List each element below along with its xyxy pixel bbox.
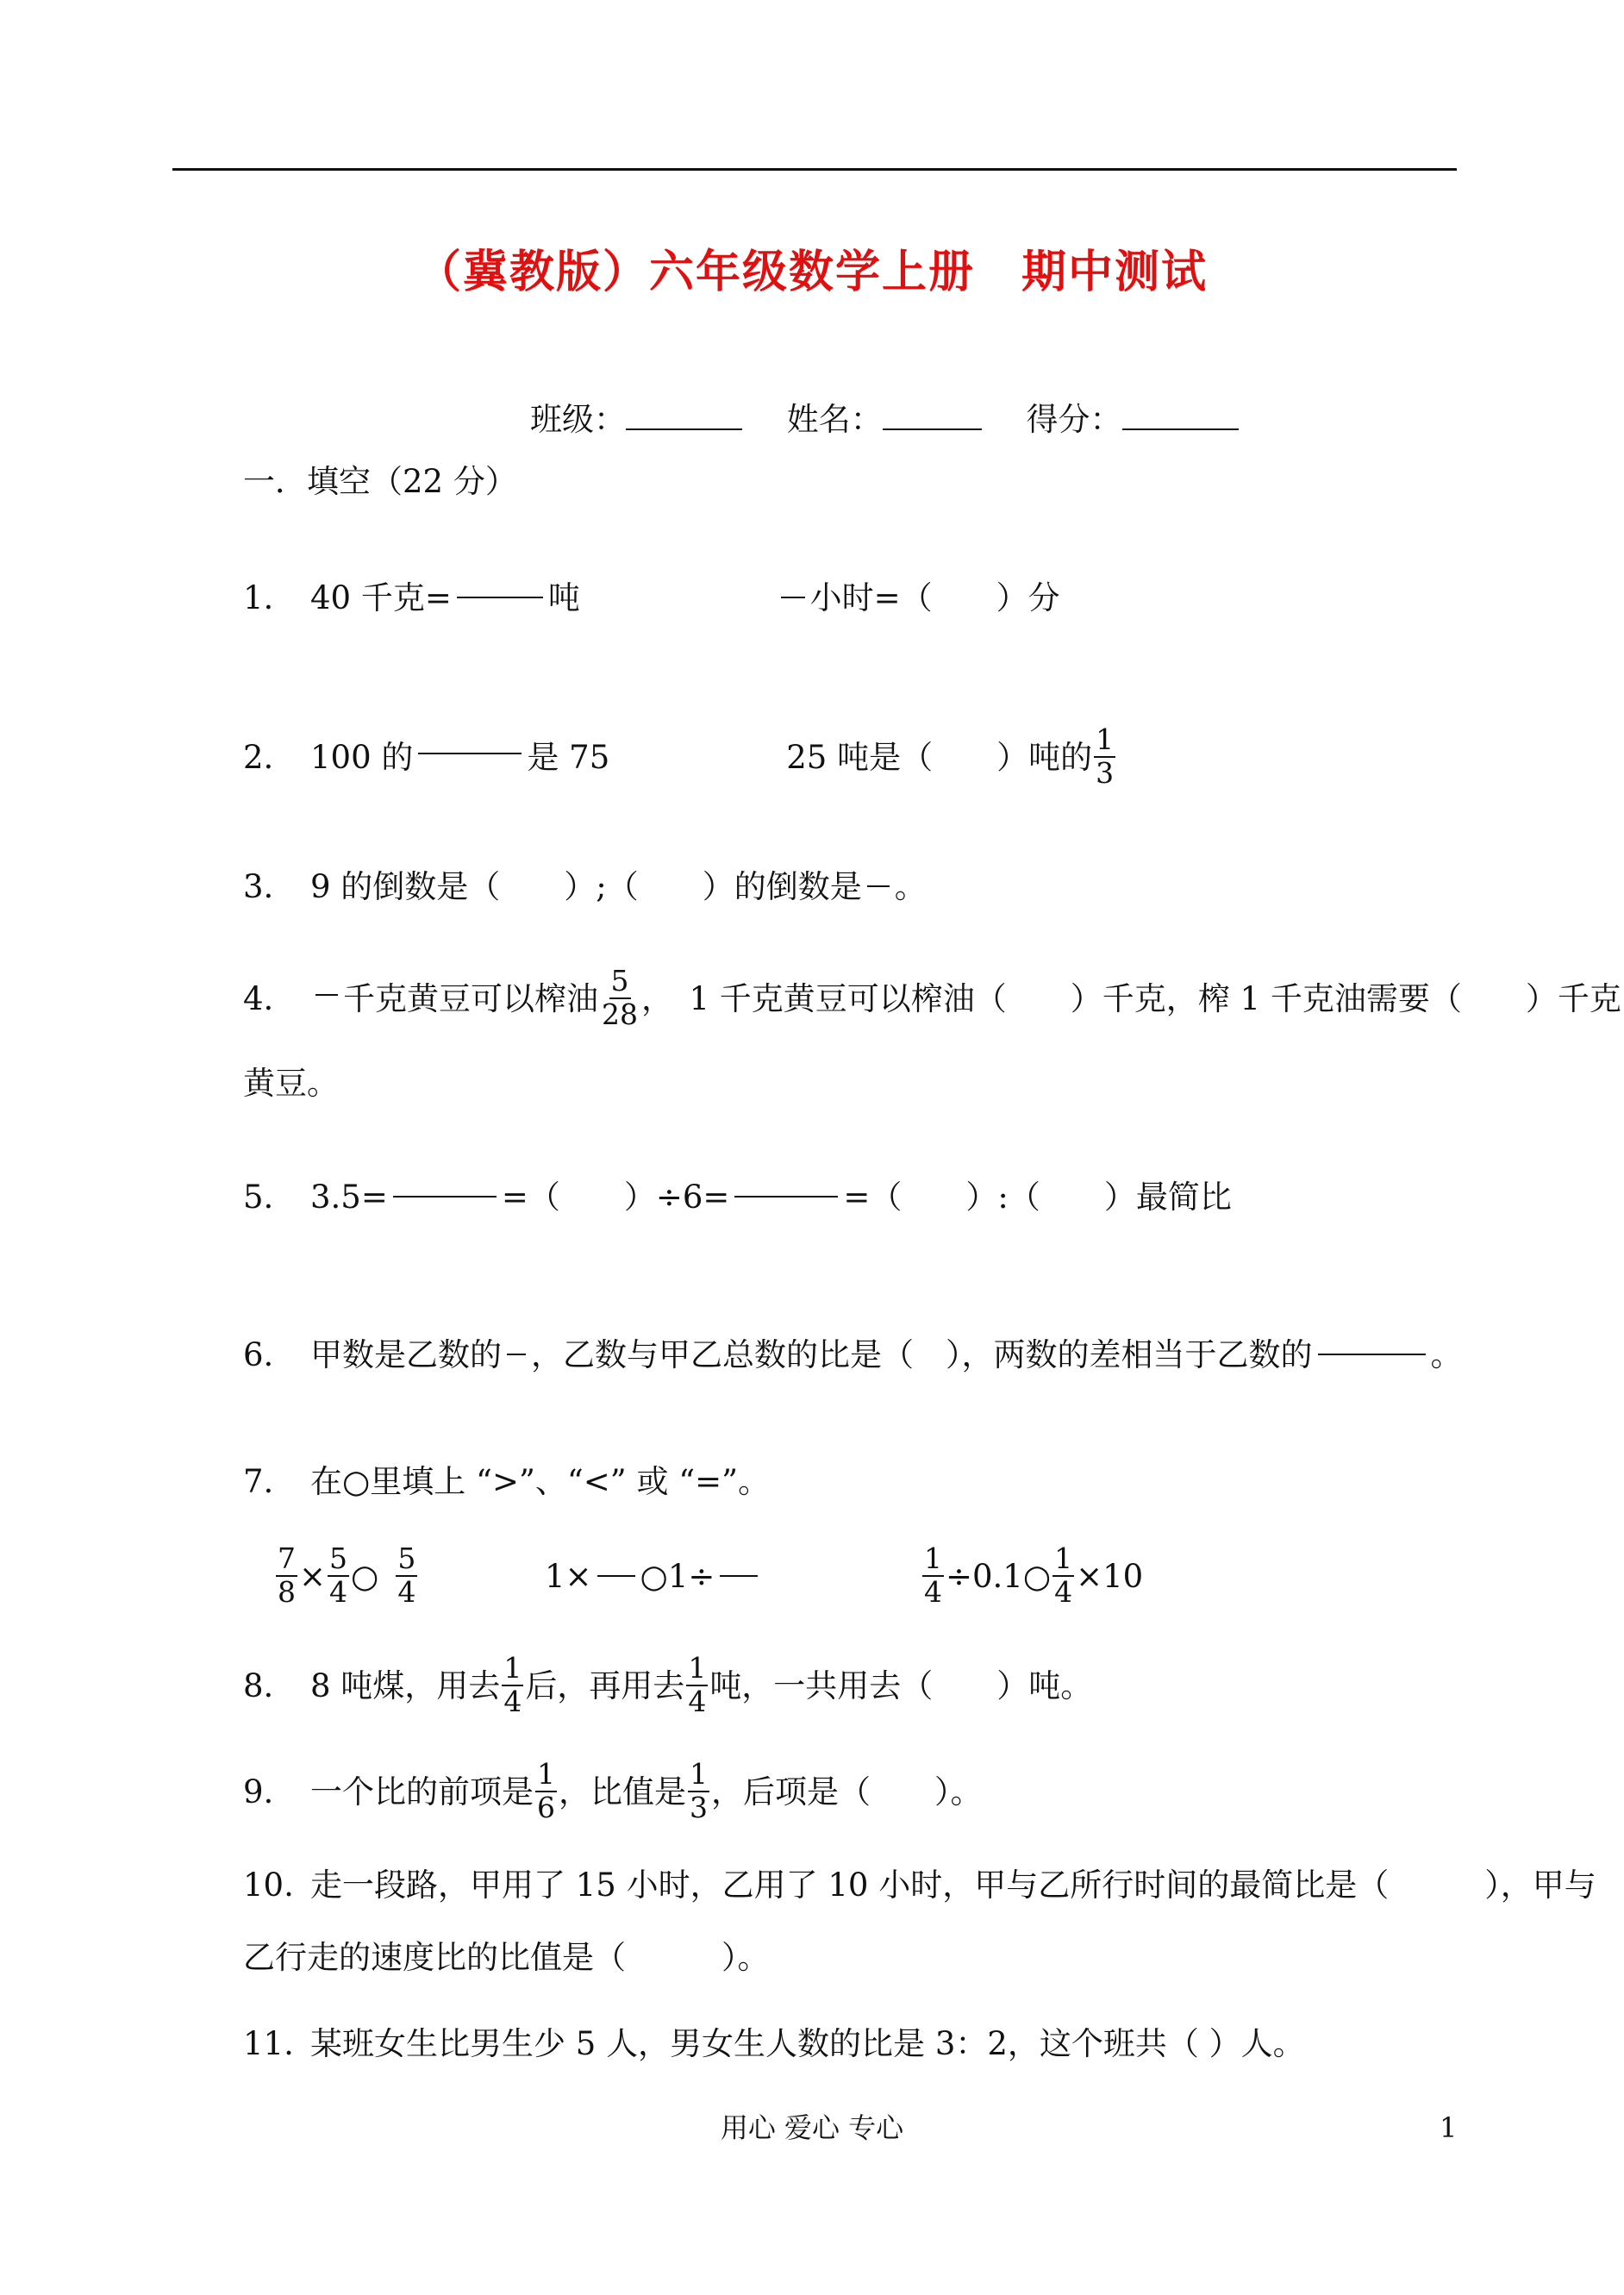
answer-blank[interactable] (418, 753, 522, 754)
score-label: 得分： (1026, 401, 1122, 438)
page-number: 1 (1440, 2111, 1458, 2144)
compare-circle[interactable]: ÷0.1○ (946, 1557, 1052, 1595)
header-rule (172, 168, 1457, 171)
fraction-dash (867, 885, 890, 887)
name-blank[interactable] (883, 397, 982, 430)
question-2: 2. 100 的 是 75 25 吨是（ ）吨的 $\frac{1}{3}$ (243, 722, 1115, 790)
answer-blank[interactable] (393, 1196, 497, 1198)
score-blank[interactable] (1122, 397, 1239, 430)
fraction: $\frac{5}{28}$ (602, 964, 638, 1031)
fraction-dash (597, 1575, 635, 1577)
class-blank[interactable] (626, 397, 742, 430)
section-heading: 一．填空（22 分） (243, 463, 517, 500)
fraction: $\frac{1}{4}$ (1054, 1541, 1073, 1609)
question-4: 4. 千克黄豆可以榨油 $\frac{5}{28}$ ， 1 千克黄豆可以榨油（ ）千克，榨 1 千克油需要（ ）千克 (243, 964, 1621, 1031)
fraction-dash (720, 1575, 758, 1577)
header-fields (530, 397, 1239, 438)
fraction: $\frac{7}{8}$ (278, 1541, 296, 1609)
question-3: 3. 9 的倒数是（ ）;（ ）的倒数是 。 (243, 868, 927, 905)
question-10: 10. 走一段路，甲用了 15 小时，乙用了 10 小时，甲与乙所行时间的最简比是（ ），甲与 (243, 1867, 1596, 1904)
compare-circle[interactable]: ○1÷ (640, 1558, 715, 1595)
question-7: 7. 在○里填上 “>”、“<” 或 “=”。 (243, 1463, 771, 1500)
fraction: $\frac{1}{3}$ (690, 1757, 708, 1824)
fraction: $\frac{1}{4}$ (924, 1541, 942, 1609)
fraction-dash (315, 994, 338, 996)
name-label: 姓名： (786, 401, 883, 438)
question-4-continued: 黄豆。 (243, 1065, 339, 1102)
comparison-1: $\frac{7}{8}$ × $\frac{5}{4}$ ○ $\frac{5}{4}$ (278, 1541, 416, 1609)
comparison-2: 1× ○1÷ (545, 1560, 763, 1592)
fraction: $\frac{1}{3}$ (1096, 722, 1115, 790)
answer-blank[interactable] (1318, 1354, 1426, 1355)
fraction-dash (507, 1354, 526, 1355)
fraction: $\frac{1}{6}$ (537, 1757, 555, 1824)
question-10-continued: 乙行走的速度比的比值是（ ）。 (243, 1939, 770, 1976)
question-1: 1. 40 千克= 吨 小时=（ ）分 (243, 579, 1060, 616)
question-8: 8. 8 吨煤，用去 $\frac{1}{4}$ 后，再用去 $\frac{1}{4}$ 吨，一共用去（ ）吨。 (243, 1651, 1093, 1718)
answer-blank[interactable] (457, 597, 543, 598)
page-footer: 用心 爱心 专心 (720, 2111, 904, 2144)
page-title: （冀教版）六年级数学上册 期中测试 (415, 246, 1208, 298)
fraction: $\frac{1}{4}$ (688, 1651, 707, 1718)
answer-blank[interactable] (734, 1196, 838, 1198)
question-5: 5. 3.5= =（ ）÷6= =（ ）:（ ）最简比 (243, 1179, 1232, 1216)
fraction-dash (781, 597, 805, 598)
fraction: $\frac{5}{4}$ (397, 1541, 416, 1609)
compare-circle[interactable]: ○ (351, 1557, 379, 1595)
fraction: $\frac{1}{4}$ (503, 1651, 522, 1718)
question-9: 9. 一个比的前项是 $\frac{1}{6}$ ，比值是 $\frac{1}{3}$ ，后项是（ ）。 (243, 1757, 983, 1824)
fraction: $\frac{5}{4}$ (329, 1541, 348, 1609)
question-11: 11. 某班女生比男生少 5 人，男女生人数的比是 3：2，这个班共（ ）人。 (243, 2025, 1305, 2062)
class-label: 班级： (530, 401, 626, 438)
question-6: 6. 甲数是乙数的 ，乙数与甲乙总数的比是（ ），两数的差相当于乙数的 。 (243, 1336, 1463, 1373)
comparison-3: $\frac{1}{4}$ ÷0.1○ $\frac{1}{4}$ ×10 (924, 1541, 1144, 1609)
